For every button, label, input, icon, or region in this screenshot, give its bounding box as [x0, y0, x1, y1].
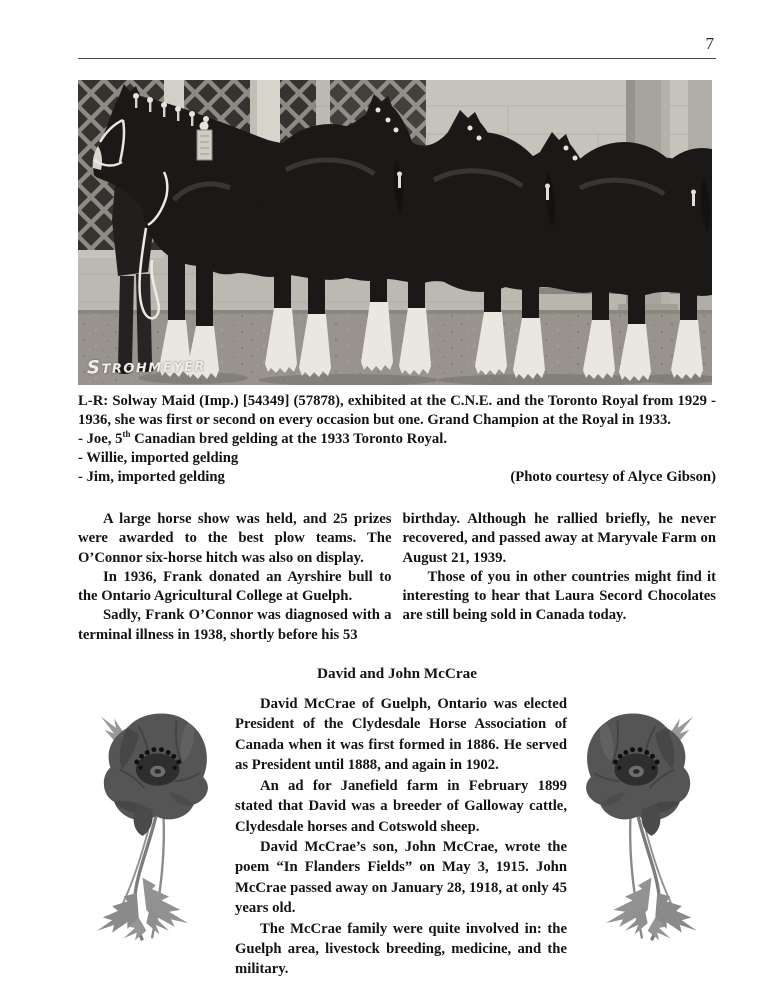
paragraph: birthday. Although he rallied briefly, he never recovered, and passed away at Maryvale Farm on August 21, 1939. [402, 511, 716, 566]
paragraph: Those of you in other countries might find it interesting to hear that Laura Secord Chocolates are still being sold in Canada today. [402, 568, 716, 624]
photo-caption [78, 392, 716, 487]
horses-photo-illustration [78, 80, 712, 385]
caption-line-willie: - Willie, imported gelding [78, 450, 239, 466]
paragraph: David McCrae’s son, John McCrae, wrote the poem “In Flanders Fields” on May 3, 1915. John McCrae passed away on January 28, 1918, at only 45 years old. [235, 838, 567, 917]
photo-credit: (Photo courtesy of Alyce Gibson) [510, 469, 716, 485]
poppy-illustration-right [568, 694, 716, 980]
page-number: 7 [705, 34, 714, 53]
photographer-signature: STROHMEYER [86, 357, 207, 379]
paragraph: The McCrae family were quite involved in: the Guelph area, livestock breeding, medicine, and the military. [235, 920, 567, 978]
caption-line-jim: - Jim, imported gelding (Photo courtesy of Alyce Gibson) [78, 469, 716, 485]
paragraph: David McCrae of Guelph, Ontario was elected President of the Clydesdale Horse Association of Canada when it was first formed in 1886. He served as President until 1888, and again in 1902. [235, 696, 567, 774]
mccrae-section [78, 694, 716, 980]
left-column [78, 510, 392, 645]
paragraph: An ad for Janefield farm in February 1899 stated that David was a breeder of Galloway cattle, Clydesdale horses and Cotswold sheep. [235, 777, 567, 835]
body-columns [78, 510, 716, 645]
horses-photo [78, 80, 712, 385]
header-rule [78, 58, 716, 59]
right-column [403, 510, 717, 645]
caption-line-joe: - Joe, 5th Canadian bred gelding at the 1933 Toronto Royal. [78, 429, 448, 447]
paragraph: In 1936, Frank donated an Ayrshire bull to the Ontario Agricultural College at Guelph. [78, 568, 392, 605]
caption-intro: L-R: Solway Maid (Imp.) [54349] (57878), exhibited at the C.N.E. and the Toronto Royal from 1929 - 1936, she was first or second on every occasion but one. Grand Champion at the Royal in 1933. [78, 393, 716, 428]
section-heading: David and John McCrae [317, 665, 477, 683]
ordinal-superscript: th [122, 429, 131, 440]
poppy-flower-icon [568, 707, 716, 944]
paragraph: A large horse show was held, and 25 prizes were awarded to the best plow teams. The O’Connor six-horse hitch was also on display. [78, 511, 392, 566]
mccrae-text-column [235, 694, 567, 980]
paragraph: Sadly, Frank O’Connor was diagnosed with a terminal illness in 1938, shortly before his 53 [78, 607, 392, 643]
poppy-illustration-left [78, 694, 226, 980]
poppy-flower-icon [78, 707, 226, 944]
